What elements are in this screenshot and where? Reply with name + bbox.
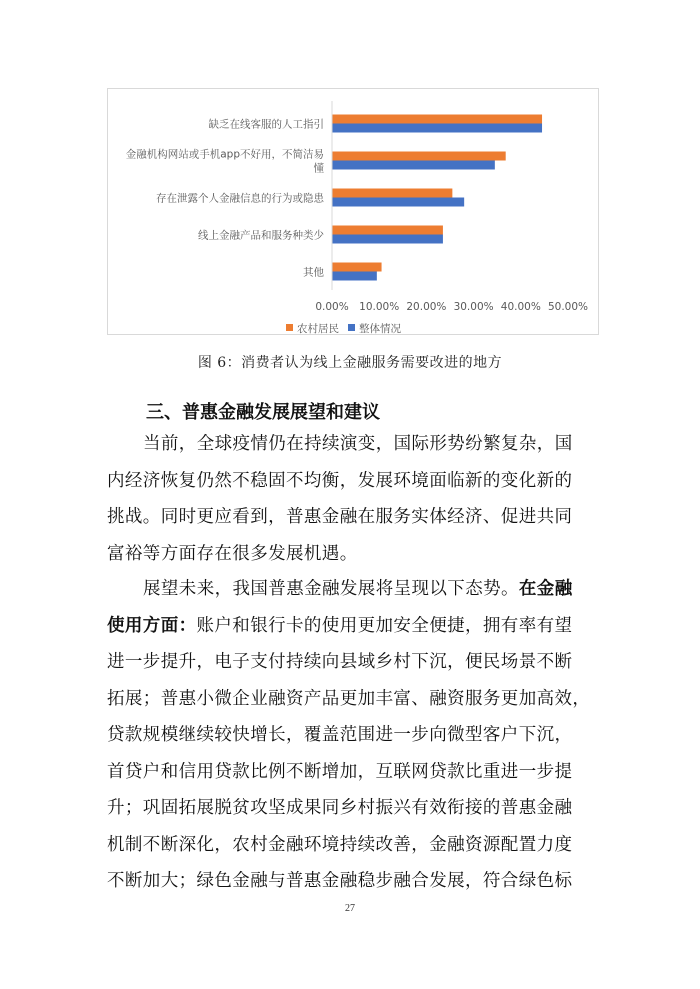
category-label: 存在泄露个人金融信息的行为或隐患	[156, 192, 324, 205]
bold-topic: 在金融	[518, 579, 573, 599]
bar-rural	[332, 152, 506, 161]
paragraph-line: 当前，全球疫情仍在持续演变，国际形势纷繁复杂，国	[143, 434, 573, 454]
paragraph-line	[107, 571, 597, 608]
page-number: 27	[345, 903, 355, 914]
legend-label: 农村居民	[297, 323, 339, 334]
paragraph-line: 贷款规模继续较快增长，覆盖范围进一步向微型客户下沉，	[107, 725, 573, 745]
paragraph-line: 富裕等方面存在很多发展机遇。	[107, 543, 358, 564]
paragraph-line: 内经济恢复仍然不稳固不均衡，发展环境面临新的变化新的	[107, 470, 573, 491]
paragraph-text: 账户和银行卡的使用更加安全便捷，拥有率有望	[196, 615, 573, 636]
bold-topic: 使用方面：	[107, 615, 197, 636]
paragraph-line	[107, 608, 597, 645]
x-tick-label: 0.00%	[315, 301, 349, 313]
bar-overall	[332, 272, 377, 281]
bar-rural	[332, 263, 382, 272]
paragraph-line: 挑战。同时更应看到，普惠金融在服务实体经济、促进共同	[107, 507, 573, 527]
x-tick-label: 10.00%	[359, 301, 400, 313]
paragraph-text: 展望未来，我国普惠金融发展将呈现以下态势。	[143, 579, 519, 599]
chart-container	[107, 88, 599, 335]
legend-swatch	[286, 324, 293, 331]
paragraph-line: 升；巩固拓展脱贫攻坚成果同乡村振兴有效衔接的普惠金融	[107, 798, 573, 818]
bar-rural	[332, 115, 542, 124]
category-label: 其他	[303, 266, 324, 279]
x-tick-label: 30.00%	[453, 301, 494, 313]
bar-overall	[332, 198, 464, 207]
bar-rural	[332, 189, 452, 198]
legend-label: 整体情况	[359, 323, 401, 334]
paragraph-line: 不断加大；绿色金融与普惠金融稳步融合发展，符合绿色标	[107, 871, 573, 891]
paragraph-line: 首贷户和信用贷款比例不断增加，互联网贷款比重进一步提	[107, 761, 573, 782]
bar-overall	[332, 235, 443, 244]
bar-chart	[108, 89, 598, 334]
x-tick-label: 50.00%	[547, 301, 589, 313]
legend-swatch	[348, 324, 355, 331]
bar-overall	[332, 124, 542, 133]
category-label: 懂	[313, 162, 324, 175]
paragraph-1	[107, 426, 597, 572]
paragraph-line: 机制不断深化，农村金融环境持续改善，金融资源配置力度	[107, 834, 573, 855]
figure-caption: 图 6：消费者认为线上金融服务需要改进的地方	[197, 355, 503, 371]
bar-overall	[332, 161, 495, 170]
section-heading: 三、普惠金融发展展望和建议	[146, 402, 380, 423]
category-label: 金融机构网站或手机app不好用，不简洁易	[125, 148, 324, 161]
x-tick-label: 40.00%	[500, 301, 541, 313]
category-label: 缺乏在线客服的人工指引	[208, 118, 324, 131]
paragraph-2	[107, 571, 597, 900]
bar-rural	[332, 226, 443, 235]
paragraph-line: 拓展；普惠小微企业融资产品更加丰富、融资服务更加高效，	[107, 688, 591, 709]
category-label: 线上金融产品和服务种类少	[198, 229, 324, 242]
x-tick-label: 20.00%	[406, 301, 447, 313]
paragraph-line: 进一步提升，电子支付持续向县域乡村下沉，便民场景不断	[107, 652, 573, 672]
